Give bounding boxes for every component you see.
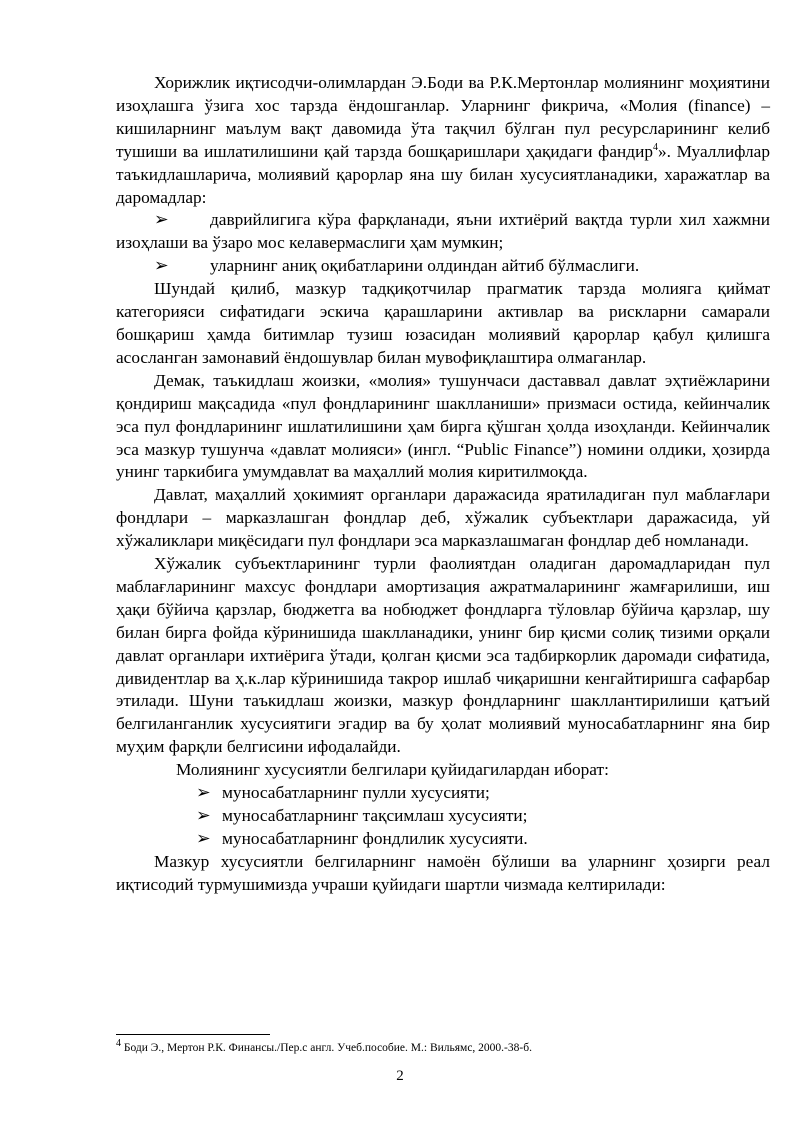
document-body xyxy=(116,72,770,897)
footnote-text: Боди Э., Мертон Р.К. Финансы./Пер.с англ. Учеб.пособие. М.: Вильямс, 2000.-38-б. xyxy=(121,1042,532,1054)
list-item xyxy=(116,828,770,851)
list-item xyxy=(116,805,770,828)
paragraph-text: Хорижлик иқтисодчи-олимлардан Э.Боди ва Р.К.Мертонлар молиянинг моҳиятини изоҳлашга ўзига хос тарзда ёндошганлар. Уларнинг фикрича, «Молия (finance) – кишиларнинг маълум вақт давомида ўта тақчил бўлган пул ресурсларининг келиб тушиши ва ишлатилишини қай тарзда бошқаришлари ҳақидаги фандир xyxy=(116,73,770,161)
paragraph-centralized-funds: Давлат, маҳаллий ҳокимият органлари даражасида яратиладиган пул маблағлари фондлари – марказлашган фондлар деб, хўжалик субъектлари даражасида, уй хўжаликлари миқёсидаги пул фондлари эса марказлашмаган фондлар деб номланади. xyxy=(116,485,770,551)
arrow-bullet-icon: ➢ xyxy=(154,210,169,230)
list-intro: Молиянинг хусусиятли белгилари қуйидагилардан иборат: xyxy=(176,760,609,780)
footnote-mark: 4 xyxy=(116,1038,121,1050)
list-item xyxy=(116,209,770,255)
arrow-bullet-icon: ➢ xyxy=(196,783,211,803)
list-item-text: уларнинг аниқ оқибатларини олдиндан айтиб бўлмаслиги. xyxy=(210,256,640,276)
footnote-divider xyxy=(116,1034,270,1035)
features-list xyxy=(116,782,770,851)
arrow-bullet-icon: ➢ xyxy=(196,828,211,848)
list-item-text: даврийлигига кўра фарқланади, яъни ихтиёрий вақтда турли хил хажмни изоҳлаши ва ўзаро мос келавермаслиги ҳам мумкин; xyxy=(116,210,770,253)
list-item-text: муносабатларнинг фондлилик хусусияти. xyxy=(222,828,528,848)
paragraph-text: ». Муаллифлар таъкидлашларича, молиявий қарорлар яна шу билан хусусиятланадики, харажатлар ва даромадлар: xyxy=(116,141,770,207)
paragraph-bodie-merton xyxy=(116,72,770,209)
footnote-reference[interactable]: 4 xyxy=(652,141,658,153)
arrow-bullet-icon: ➢ xyxy=(196,806,211,825)
list-item xyxy=(116,255,770,278)
footnote xyxy=(116,1038,770,1055)
list-item-text: муносабатларнинг тақсимлаш хусусияти; xyxy=(222,806,528,825)
paragraph-public-finance: Демак, таъкидлаш жоизки, «молия» тушунчаси даставвал давлат эҳтиёжларини қондириш мақсадида «пул фондларининг шаклланиши» призмаси остида, кейинчалик эса пул фондларининг ишлатилишини ҳам бирга қўшган ҳолда изоҳланди. Кейинчалик эса мазкур тушунча «давлат молияси» (ингл. “Public Finance”) номини олдики, ҳозирда унинг таркибига умумдавлат ва маҳаллий молия киритилмоқда. xyxy=(116,370,770,482)
page-number: 2 xyxy=(396,1068,404,1084)
paragraph-business-funds: Хўжалик субъектларининг турли фаолиятдан оладиган даромадларидан пул маблағларининг махсус фондлари амортизация ажратмаларининг жамғарилиши, иш ҳақи бўйича қарзлар, бюджетга ва нобюджет фондларга тўловлар бўйича қарзлар, шу билан бирга фойда кўринишида шаклланадики, унинг бир қисми солиқ тизими орқали давлат органлари ихтиёрига ўтади, қолган қисми эса тадбиркорлик даромади сифатида, дивидентлар ва ҳ.к.лар кўринишида такрор ишлаб чиқаришни кенгайтиришга сафарбар этилади. Шуни таъкидлаш жоизки, мазкур фондларнинг шакллантирилиши қатъий белгиланганлик хусусиятиги эгадир ва бу ҳолат молиявий муносабатларнинг яна бир муҳим фарқли белгисини ифодалайди. xyxy=(116,554,770,757)
list-item xyxy=(116,782,770,805)
paragraph-scheme-intro: Мазкур хусусиятли белгиларнинг намоён бўлиши ва уларнинг ҳозирги реал иқтисодий турмушимизда учраши қуйидаги шартли чизмада келтирилади: xyxy=(116,851,770,894)
list-item-text: муносабатларнинг пулли хусусияти; xyxy=(222,783,490,803)
arrow-bullet-icon: ➢ xyxy=(154,256,169,276)
paragraph-pragmatic: Шундай қилиб, мазкур тадқиқотчилар прагматик тарзда молияга қиймат категорияси сифатидаги эскича қарашларини активлар ва рискларни самарали бошқариш ҳамда битимлар тузиш юзасидан молиявий қарорлар қабул қилишга асосланган замонавий ёндошувлар билан мувофиқлаштира олмаганлар. xyxy=(116,279,770,367)
